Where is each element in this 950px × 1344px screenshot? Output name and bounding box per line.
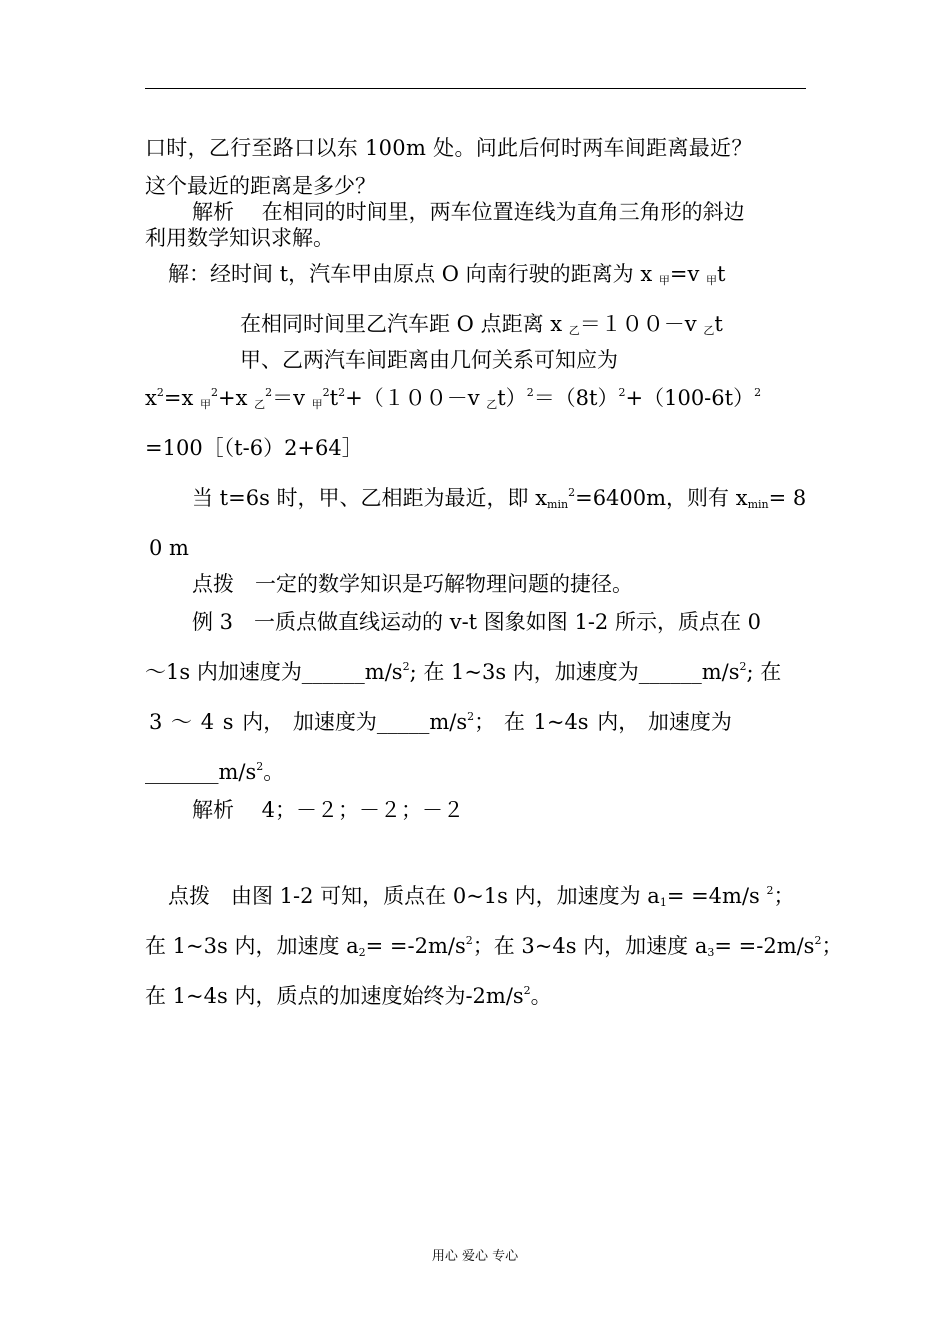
example-3-answer: 解析 4；－２；－２；－２ (192, 798, 465, 822)
header-rule (145, 88, 806, 89)
example-3-line-2: ～1s 内加速度为$\_\_\_\_\_\_m/s^2$; 在 1~3s 内，加速度为$\_\_\_\_\_\_m/s^2$; 在 (145, 660, 782, 684)
analysis-line-2: 利用数学知识求解。 (145, 226, 334, 250)
analysis-line-1: 解析 在相同的时间里，两车位置连线为直角三角形的斜边 (192, 200, 745, 224)
equation-result: =100［（t-6）2+64］ (145, 436, 363, 460)
equation-line: $x^2=x$ $_甲^2$+x $_乙^2$＝v $_甲^2t^2+(100-v$ $_乙t)^2=(8t)^2+(100-6t)^2$ (145, 386, 762, 411)
text-line-2: 这个最近的距离是多少？ (145, 174, 376, 198)
example-3-tip-line-1: 点拨 由图 1-2 可知，质点在 0~1s 内，加速度为 $a_1= =4m/s$ $^2$； (168, 884, 795, 909)
solution-line-1: 解：经时间 t，汽车甲由原点 O 向南行驶的距离为 x $_甲$=v $_甲$t (168, 262, 726, 287)
solution-line-2: 在相同时间里乙汽车距 O 点距离 x $_乙$＝１００－v $_乙$t (240, 312, 723, 337)
solution-line-3: 甲、乙两汽车间距离由几何关系可知应为 (240, 348, 618, 372)
conclusion-line-2: 0 m (149, 536, 189, 560)
text-line-1: 口时，乙行至路口以东 100m 处。问此后何时两车间距离最近？ (145, 136, 753, 160)
example-3-line-4: $\_\_\_\_\_\_\_m/s^2$。 (145, 760, 285, 784)
example-3-line-3: 3 ～ 4 s 内， 加速度为$\_\_\_\_\_m/s^2$； 在 1~4s 内， 加速度为 (149, 710, 732, 734)
example-3-tip-line-2: 在 1~3s 内，加速度 $a_2= =-2m/s^2$；在 3~4s 内，加速度 $a_3= =-2m/s^2$； (145, 934, 843, 959)
conclusion-line-1: 当 t=6s 时，甲、乙相距为最近，即 $x_{min}^2=6400m$，则有 $x_{min}= 8$ (192, 486, 807, 511)
page-footer: 用心 爱心 专心 (431, 1249, 519, 1264)
example-3-line-1: 例 3 一质点做直线运动的 v-t 图象如图 1-2 所示，质点在 0 (192, 610, 761, 634)
tip-line: 点拨 一定的数学知识是巧解物理问题的捷径。 (192, 572, 633, 596)
example-3-tip-line-3: 在 1~4s 内，质点的加速度始终为$-2m/s^2$。 (145, 984, 552, 1008)
